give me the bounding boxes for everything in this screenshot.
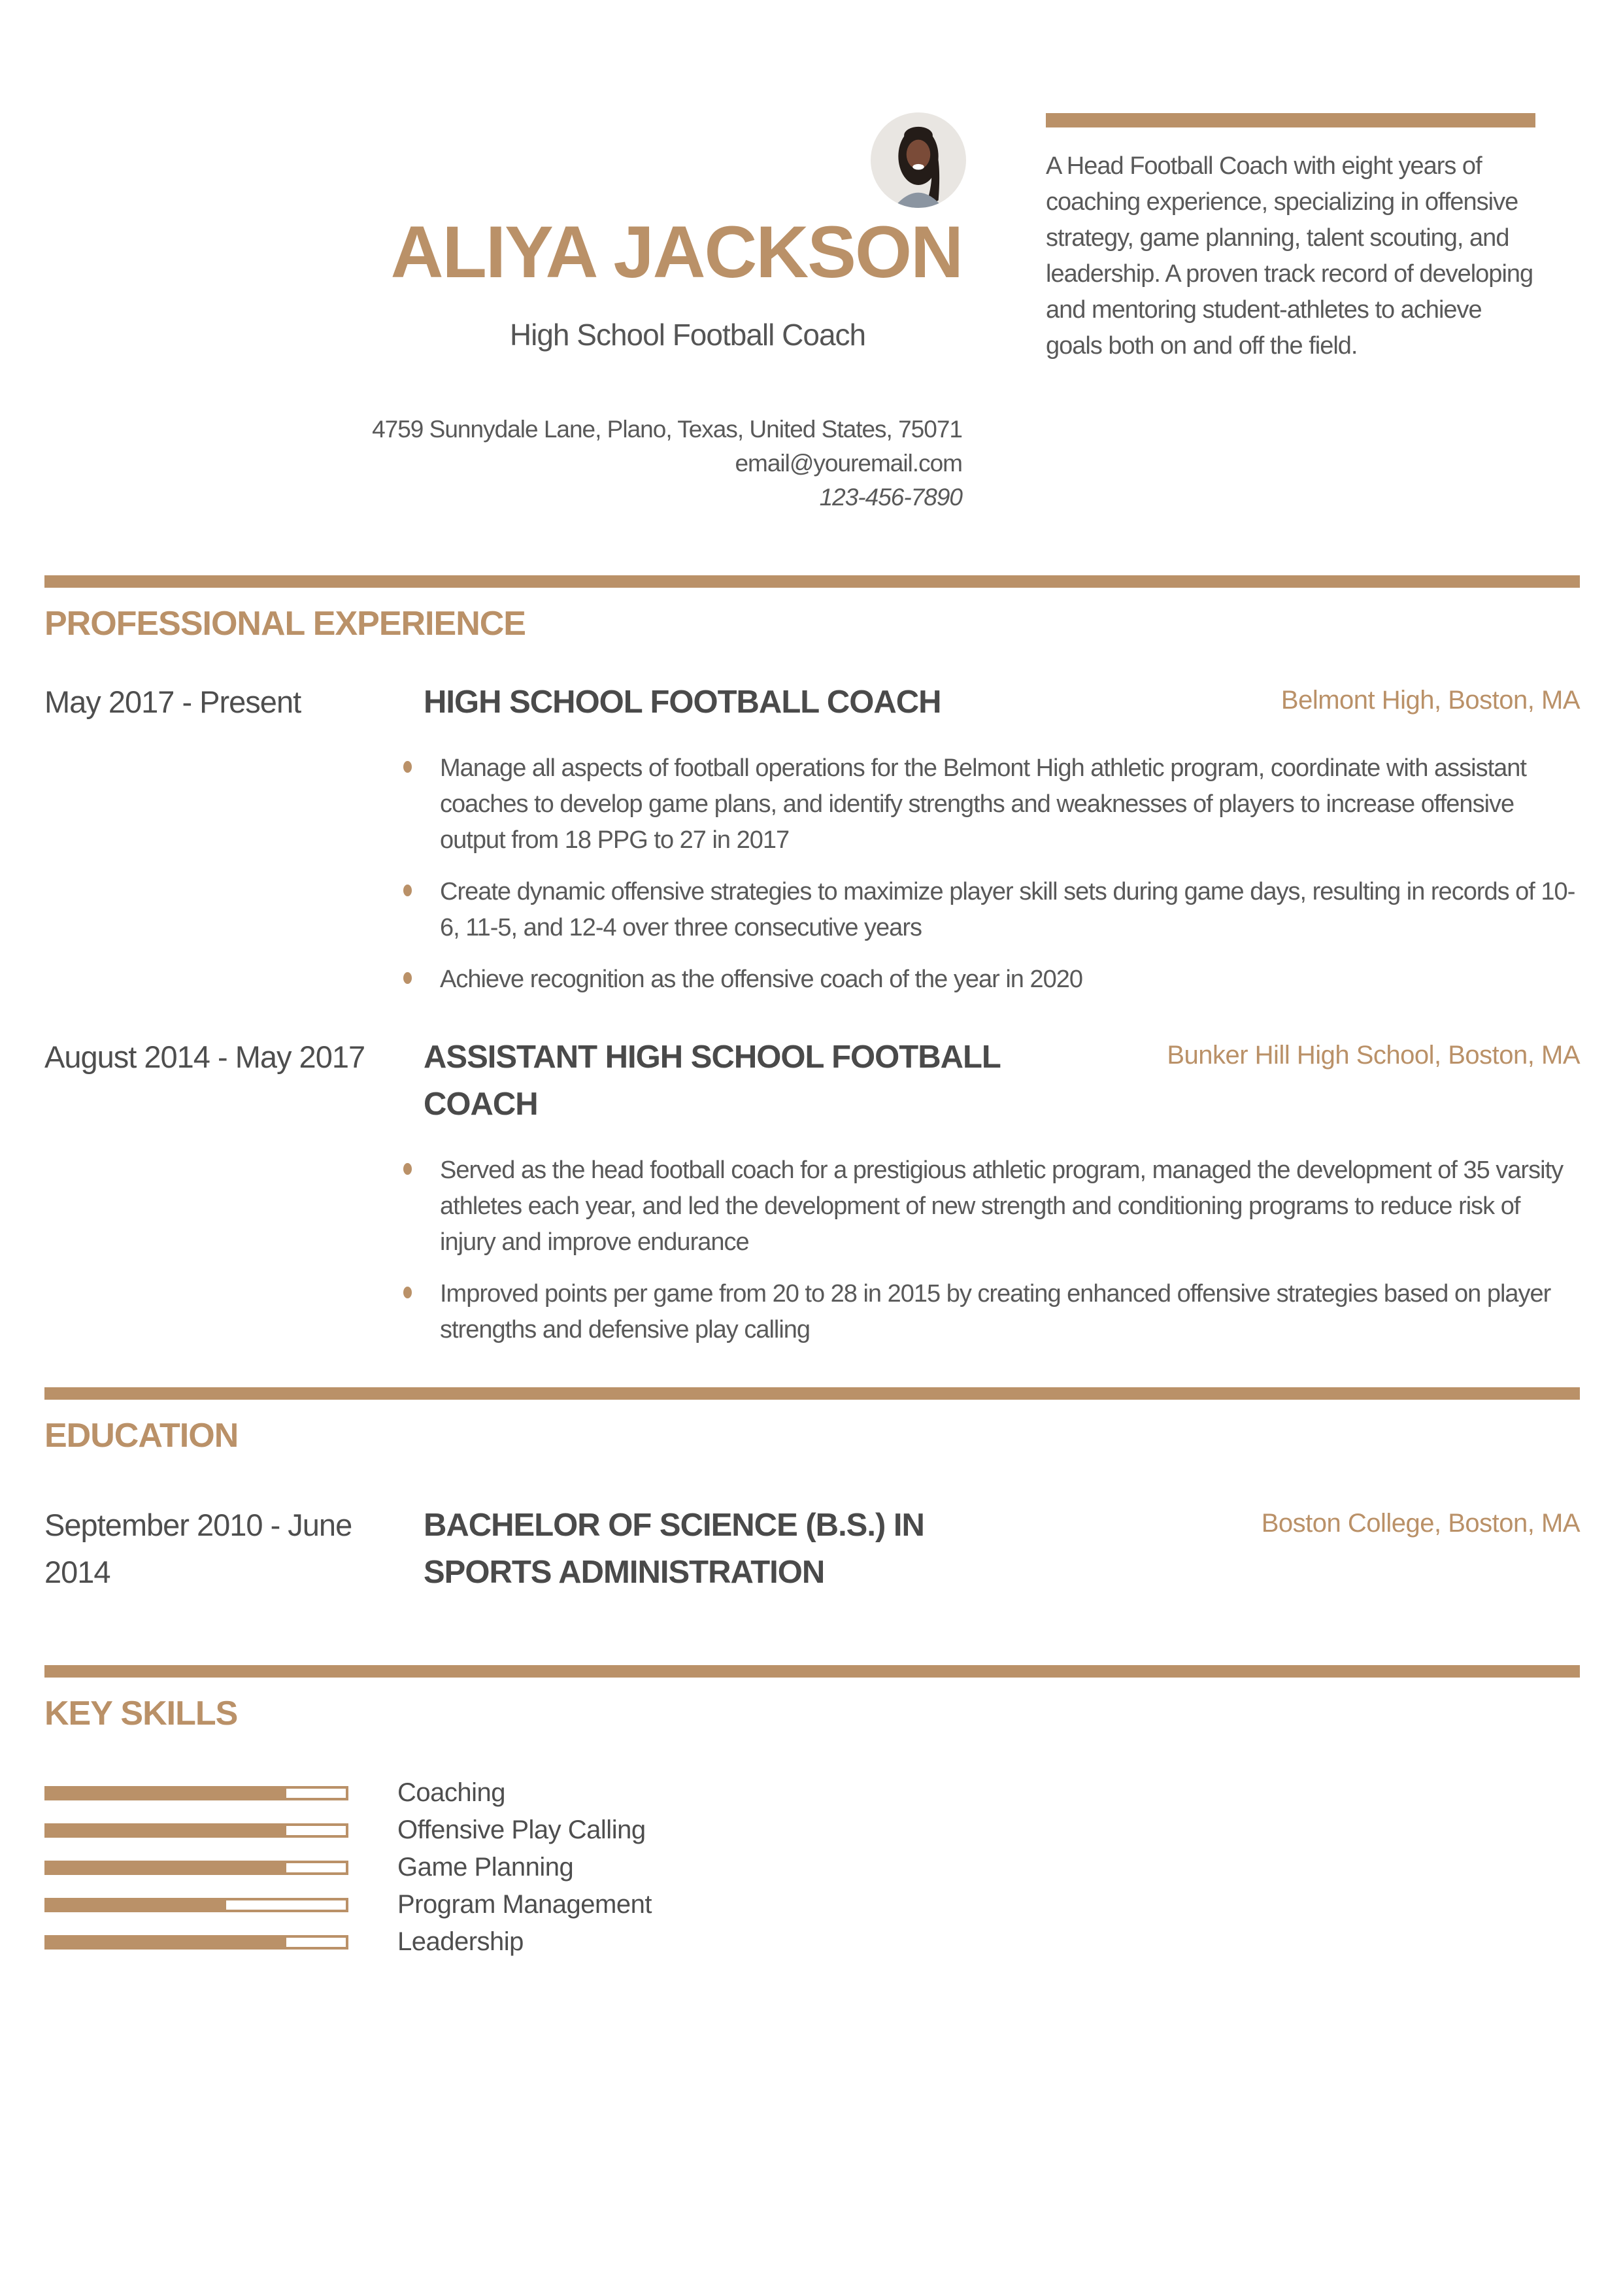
bullet-item bbox=[403, 1276, 1580, 1348]
bullet-item bbox=[403, 874, 1580, 946]
contact-info bbox=[250, 413, 962, 515]
bullet-text: Achieve recognition as the offensive coach of the year in 2020 bbox=[440, 966, 1082, 993]
education-school: Boston College, Boston, MA bbox=[1261, 1509, 1580, 1538]
bullet-icon bbox=[403, 761, 412, 773]
skill-level-fill bbox=[47, 1826, 286, 1835]
contact-email: email@youremail.com bbox=[735, 450, 962, 477]
person-job-title: High School Football Coach bbox=[509, 318, 866, 352]
skill-level-fill bbox=[47, 1900, 226, 1910]
skill-level-bar bbox=[44, 1861, 348, 1875]
skill-label: Coaching bbox=[397, 1778, 506, 1807]
skill-row-program-management bbox=[44, 1886, 1580, 1923]
skill-row-offensive-play-calling bbox=[44, 1812, 1580, 1849]
summary-divider-bar bbox=[1046, 113, 1535, 127]
bullet-text: Served as the head football coach for a prestigious athletic program, managed the development of 35 varsity athletes each year, and led the development of new strength and conditioning programs to reduce risk of injury and improve endurance bbox=[440, 1156, 1564, 1256]
skill-label: Program Management bbox=[397, 1890, 652, 1919]
job-1-dates: May 2017 - Present bbox=[44, 684, 301, 719]
section-education bbox=[44, 1387, 1580, 1596]
education-divider-bar bbox=[44, 1387, 1580, 1400]
skill-label: Game Planning bbox=[397, 1853, 574, 1882]
bullet-icon bbox=[403, 1163, 412, 1175]
job-entry-1 bbox=[44, 679, 1580, 726]
skills-divider-bar bbox=[44, 1665, 1580, 1678]
bullet-icon bbox=[403, 885, 412, 896]
bullet-item bbox=[403, 751, 1580, 858]
profile-photo bbox=[871, 112, 966, 208]
header bbox=[0, 0, 1623, 575]
experience-divider-bar bbox=[44, 575, 1580, 588]
education-heading: EDUCATION bbox=[44, 1417, 239, 1455]
person-name: ALIYA JACKSON bbox=[390, 211, 962, 293]
bullet-text: Improved points per game from 20 to 28 in 2015 by creating enhanced offensive strategies based on player strengths and defensive play calling bbox=[440, 1280, 1551, 1343]
job-1-location: Belmont High, Boston, MA bbox=[1280, 686, 1580, 715]
summary-text: A Head Football Coach with eight years of coaching experience, specializing in offensive strategy, game planning, talent scouting, and leadership. A proven track record of developing and mentoring student-athletes to achieve goals both on and off the field. bbox=[1046, 152, 1533, 360]
bullet-icon bbox=[403, 1287, 412, 1298]
skill-row-leadership bbox=[44, 1923, 1580, 1961]
profile-photo-image bbox=[871, 112, 966, 208]
education-entry bbox=[44, 1502, 1580, 1596]
summary-block bbox=[1046, 113, 1535, 364]
skill-row-coaching bbox=[44, 1774, 1580, 1812]
skill-level-bar bbox=[44, 1935, 348, 1950]
job-1-bullets bbox=[403, 751, 1580, 998]
bullet-text: Manage all aspects of football operations for the Belmont High athletic program, coordinate with assistant coaches to develop game plans, and identify strengths and weaknesses of players to increase offensive output from 18 PPG to 27 in 2017 bbox=[440, 754, 1526, 854]
skill-label: Leadership bbox=[397, 1927, 524, 1956]
skill-level-fill bbox=[47, 1863, 286, 1872]
contact-address: 4759 Sunnydale Lane, Plano, Texas, United States, 75071 bbox=[372, 416, 962, 443]
resume-body bbox=[0, 575, 1623, 1961]
section-skills bbox=[44, 1665, 1580, 1961]
skill-level-fill bbox=[47, 1938, 286, 1947]
job-2-location: Bunker Hill High School, Boston, MA bbox=[1167, 1041, 1580, 1070]
job-2-title: ASSISTANT HIGH SCHOOL FOOTBALL COACH bbox=[424, 1039, 1000, 1122]
header-main bbox=[250, 211, 962, 515]
skill-label: Offensive Play Calling bbox=[397, 1815, 646, 1844]
skill-level-bar bbox=[44, 1786, 348, 1800]
bullet-item bbox=[403, 1153, 1580, 1260]
job-1-title: HIGH SCHOOL FOOTBALL COACH bbox=[424, 684, 941, 720]
bullet-item bbox=[403, 962, 1580, 998]
job-2-dates: August 2014 - May 2017 bbox=[44, 1039, 365, 1074]
bullet-text: Create dynamic offensive strategies to maximize player skill sets during game days, resulting in records of 10-6, 11-5, and 12-4 over three consecutive years bbox=[440, 878, 1575, 941]
experience-heading: PROFESSIONAL EXPERIENCE bbox=[44, 605, 526, 643]
skills-heading: KEY SKILLS bbox=[44, 1695, 238, 1732]
section-experience bbox=[44, 575, 1580, 1348]
skills-list bbox=[44, 1774, 1580, 1961]
education-dates: September 2010 - June 2014 bbox=[44, 1508, 352, 1589]
skill-level-fill bbox=[47, 1789, 286, 1798]
education-degree: BACHELOR OF SCIENCE (B.S.) IN SPORTS ADMINISTRATION bbox=[424, 1508, 924, 1590]
skill-row-game-planning bbox=[44, 1849, 1580, 1886]
job-2-bullets bbox=[403, 1153, 1580, 1348]
contact-phone: 123-456-7890 bbox=[819, 484, 962, 511]
job-entry-2 bbox=[44, 1034, 1580, 1128]
skill-level-bar bbox=[44, 1898, 348, 1912]
skill-level-bar bbox=[44, 1823, 348, 1838]
bullet-icon bbox=[403, 972, 412, 984]
